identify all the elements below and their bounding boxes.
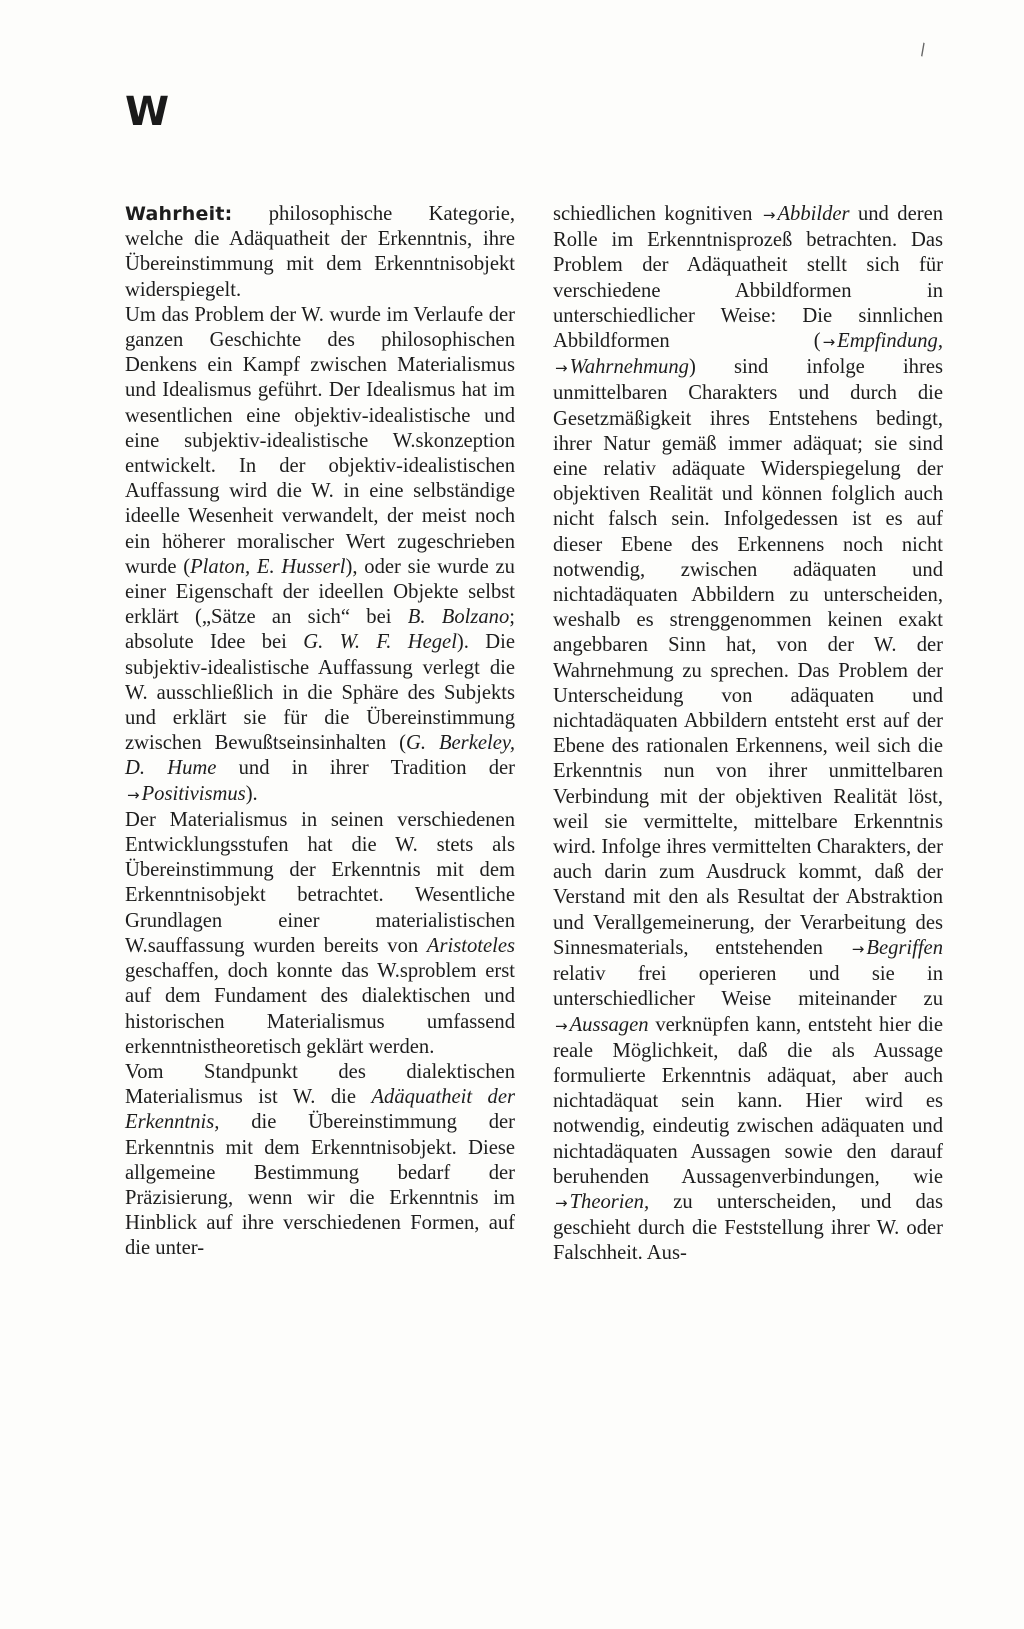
paragraph [125,202,515,303]
body-text: zu unterscheiden, und das geschieht durch die Feststellung ihrer W. oder Falschheit. Aus- [553,1190,943,1265]
italic-term: Abbilder [777,203,850,225]
italic-term: Aussagen [569,1013,649,1036]
cross-reference-arrow-icon: → [555,1193,568,1212]
body-text: geschaffen, doch konnte das W.sproblem erst auf dem Fundament des dialektischen und historischen Materialismus umfassend erkenntnistheoretisch geklärt werden. [125,960,515,1058]
body-text: philosophische Kategorie, welche die Adäquatheit der Erkenntnis, ihre Übereinstimmung mit dem Erkenntnisobjekt widerspiegelt. [125,203,515,301]
italic-term: B. Bolzano [407,606,510,629]
cross-reference-arrow-icon: → [822,333,836,352]
body-text: relativ frei operieren und sie in unterschiedlicher Weise miteinander zu [553,963,943,1011]
italic-term: Aristoteles [426,934,515,957]
body-text: verknüpfen kann, entsteht hier die reale Möglichkeit, daß die als Aussage formulierte Erkenntnis adäquat, aber auch nichtadäquat sein kann. Hier wird es notwendig, eindeutig zwischen adäquaten und nichtadäquaten Aussagen sowie den darauf beruhenden Aussagenverbindungen, wie [553,1013,943,1188]
cross-reference-arrow-icon: → [851,939,865,958]
cross-reference-arrow-icon: → [555,1016,568,1035]
italic-term: Theorien, [569,1190,650,1213]
paragraph [125,1060,515,1262]
text-column-left [125,202,515,1262]
body-text: Um das Problem der W. wurde im Verlaufe der ganzen Geschichte des philosophischen Denkens ein Kampf zwischen Materialismus und Idealismus geführt. Der Idealismus hat im wesentlichen eine objektiv-idealistische und eine subjektiv-idealistische W.skonzeption entwickelt. In der objektiv-idealistischen Auffassung wird die W. in eine selbständige ideelle Wesenheit verwandelt, der meist noch ein höherer moralischer Wert zugeschrieben wurde ( [125,303,515,578]
body-text: ) sind infolge ihres unmittelbaren Charakters und durch die Gesetzmäßigkeit ihres Entstehens bedingt, ihrer Natur gemäß immer adäquat; sie sind eine relativ adäquate Widerspiegelung der objektiven Realität und können folglich auch nicht falsch sein. Infolgedessen ist es auf dieser Ebene des Erkennens noch nicht notwendig, zwischen adäquaten und nichtadäquaten Abbildern zu unterscheiden, weshalb es strenggenommen keinen exakt angebbaren Sinn hat, von der W. der Wahrnehmung zu sprechen. Das Problem der Unterscheidung von adäquaten und nichtadäquaten Abbildern entsteht erst auf der Ebene des rationalen Erkennens, weil sich die Erkenntnis nun von ihrer unmittelbaren Verbindung mit der objektiven Realität löst, weil sie vermittelte, mittelbare Erkenntnis wird. Infolge ihres vermittelten Charakters, der auch darin zum Ausdruck kommt, daß der Verstand mit den als Resultat der Abstraktion und Verallgemeinerung, der Verarbeitung des Sinnesmaterials, entstehenden [553,356,943,959]
italic-term: G. W. F. Hegel [303,631,457,654]
italic-term: Positivismus [141,782,246,805]
italic-term: Empfindung, [837,330,943,353]
body-text: die Übereinstimmung der Erkenntnis mit dem Erkenntnisobjekt. Diese allgemeine Bestimmung bedarf der Präzisierung, wenn wir die Erkenntnis im Hinblick auf ihre verschiedenen Formen, auf die unter- [125,1111,515,1260]
entry-headword: Wahrheit: [125,203,233,225]
page-corner-mark: \ [916,39,930,61]
italic-term: Adäquatheit der Erkenntnis, [125,1086,515,1134]
paragraph [553,202,943,1267]
body-text: ; absolute Idee bei [125,606,515,654]
body-text: Der Materialismus in seinen verschiedenen Entwicklungsstufen hat die W. stets als Übereinstimmung der Erkenntnis mit dem Erkenntnisobjekt betrachtet. Wesentliche Grundlagen einer materialistischen W.sauffassung wurden bereits von [125,808,515,957]
italic-term: Begriffen [866,936,943,959]
body-text: schiedlichen kognitiven [553,203,761,225]
text-column-right [553,202,943,1267]
body-text: und deren Rolle im Erkenntnisprozeß betrachten. Das Problem der Adäquatheit stellt sich für verschiedene Abbildformen in unterschiedlicher Weise: Die sinnlichen Abbildformen ( [553,203,944,353]
cross-reference-arrow-icon: → [762,206,776,224]
body-text: und in ihrer Tradition der [216,757,515,780]
body-text: ). [245,782,258,805]
italic-term: Platon, E. Husserl [190,555,346,578]
cross-reference-arrow-icon: → [555,359,568,378]
body-text: Vom Standpunkt des dialektischen Materialismus ist W. die [125,1060,515,1109]
paragraph [125,303,515,808]
italic-term: G. Berkeley, D. Hume [125,732,515,780]
paragraph [125,808,515,1060]
body-text: ), oder sie wurde zu einer Eigenschaft der ideellen Objekte selbst erklärt („Sätze an sich“ bei [125,555,515,629]
cross-reference-arrow-icon: → [127,785,140,804]
body-text: ). Die subjektiv-idealistische Auffassung verlegt die W. ausschließlich in die Sphäre des Subjekts und erklärt sie für die Übereinstimmung zwischen Bewußtseinsinhalten ( [125,631,515,755]
section-letter-heading: W [125,89,170,135]
italic-term: Wahrnehmung [569,356,689,379]
